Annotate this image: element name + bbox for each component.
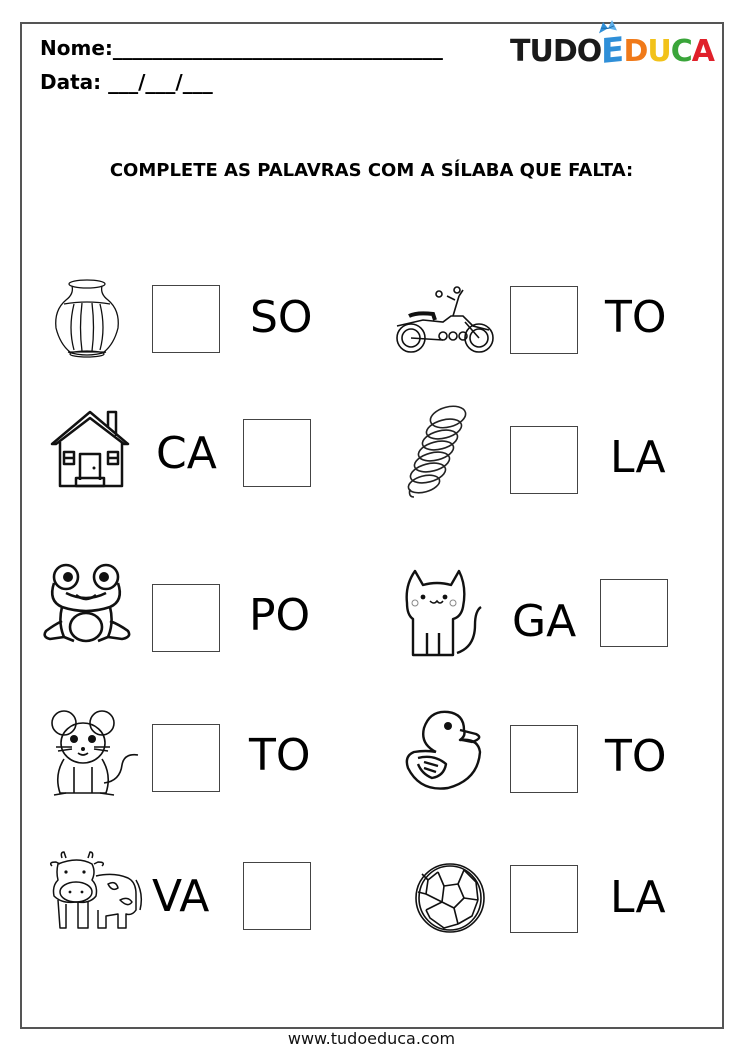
frog-icon (40, 563, 136, 647)
soccer-ball-icon (414, 862, 486, 934)
syllable-7: TO (249, 730, 311, 781)
syllable-1: SO (250, 292, 313, 343)
vase-icon (52, 278, 122, 360)
date-field[interactable]: Data: ___/___/___ (40, 70, 213, 94)
answer-box-9[interactable] (243, 862, 311, 930)
answer-box-8[interactable] (510, 725, 578, 793)
syllable-9: VA (152, 871, 210, 922)
spring-icon (406, 405, 472, 499)
answer-box-10[interactable] (510, 865, 578, 933)
syllable-10: LA (610, 872, 666, 923)
syllable-2: TO (605, 292, 667, 343)
website-footer[interactable]: www.tudoeduca.com (287, 1029, 456, 1048)
syllable-8: TO (605, 731, 667, 782)
logo-tudo: TUDO (510, 33, 602, 69)
logo-letter-e: E (601, 30, 623, 72)
answer-box-1[interactable] (152, 285, 220, 353)
syllable-3: CA (156, 428, 217, 479)
answer-box-6[interactable] (600, 579, 668, 647)
book-icon (597, 18, 619, 34)
logo-letter-c: C (670, 33, 692, 69)
motorcycle-icon (393, 286, 497, 356)
cow-icon (48, 850, 144, 932)
answer-box-2[interactable] (510, 286, 578, 354)
duck-icon (404, 708, 490, 794)
tudoeduca-logo (510, 26, 714, 76)
mouse-icon (46, 709, 142, 799)
syllable-5: PO (249, 590, 311, 641)
answer-box-5[interactable] (152, 584, 220, 652)
house-icon (50, 410, 130, 488)
cat-icon (405, 567, 487, 663)
logo-letter-a: A (691, 33, 714, 69)
answer-box-3[interactable] (243, 419, 311, 487)
syllable-4: LA (610, 432, 666, 483)
logo-letter-d: D (623, 33, 648, 69)
answer-box-4[interactable] (510, 426, 578, 494)
syllable-6: GA (512, 596, 577, 647)
answer-box-7[interactable] (152, 724, 220, 792)
instructions-title: COMPLETE AS PALAVRAS COM A SÍLABA QUE FALTA: (109, 160, 634, 181)
name-field[interactable]: Nome:_________________________________ (40, 36, 443, 60)
logo-letter-u: U (647, 33, 671, 69)
